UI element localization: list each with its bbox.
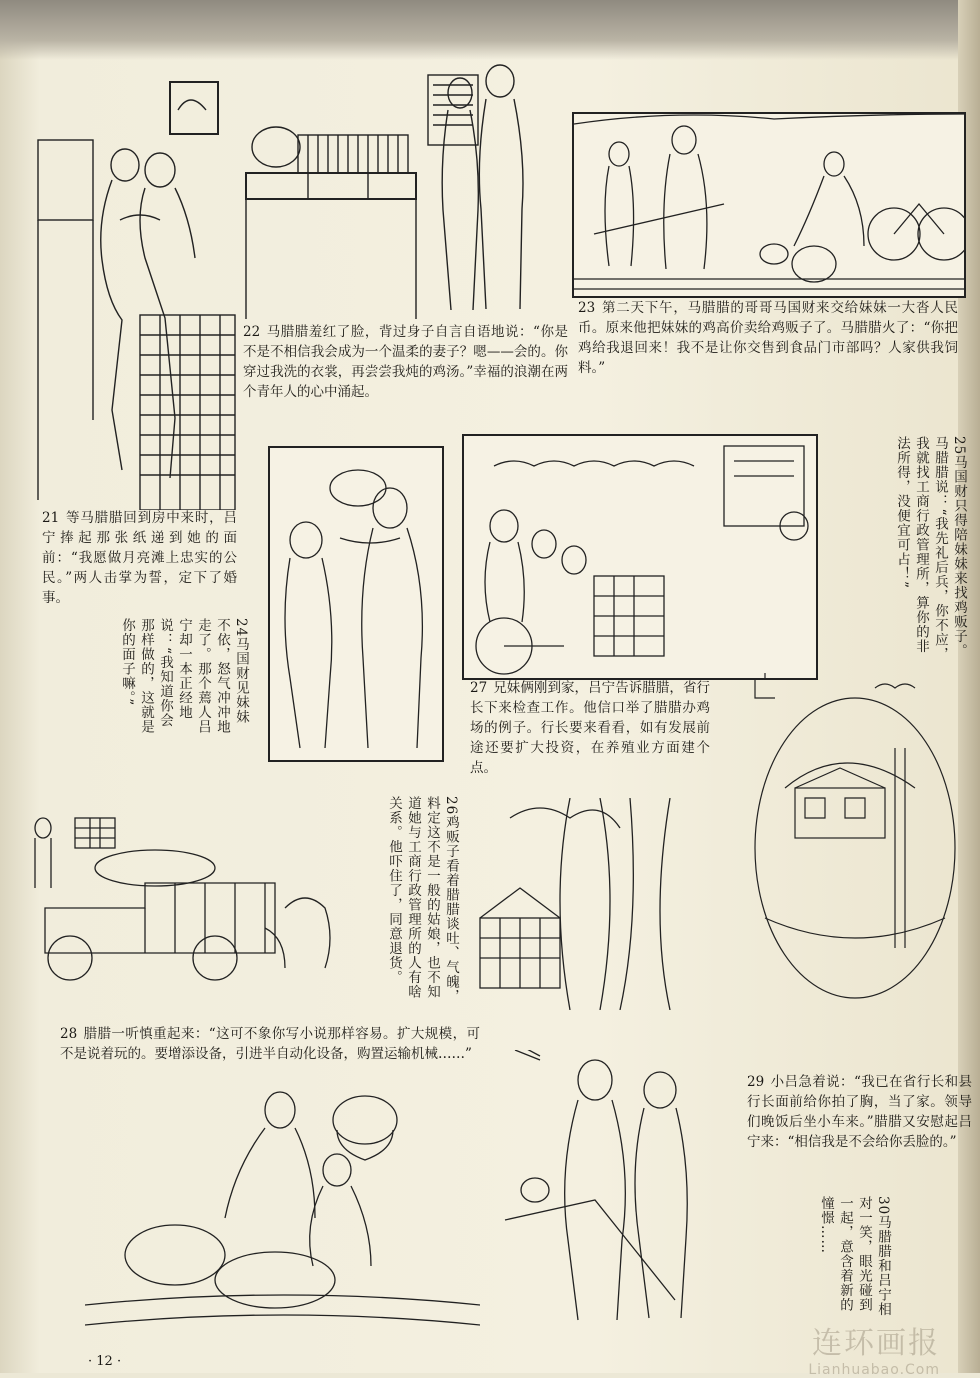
caption-text: 马国财见妹妹不依，怒气冲冲地走了。那个蔫人吕宁却一本正经地说：“我知道你会那样做的，这就是你的面子嘛。” [119, 618, 249, 734]
panel-24-illustration [268, 446, 444, 762]
panel-28-illustration [85, 1080, 480, 1342]
panel-27-illustration [470, 798, 740, 1010]
caption-21 [42, 508, 237, 608]
caption-text: 马腊腊羞红了脸，背过身子自言自语地说：“你是不是不相信我会成为一个温柔的妻子？嗯——会的。你穿过我洗的衣裳，再尝尝我炖的鸡汤。”幸福的浪潮在两个青年人的心中涌起。 [243, 324, 568, 400]
caption-23 [578, 298, 958, 378]
panel-22-illustration [238, 55, 568, 325]
panel-26-illustration [15, 808, 355, 1000]
caption-text: 马国财只得陪妹妹来找鸡贩子。马腊腊说：“我先礼后兵，你不应，我就找工商行政管理所，算你的非法所得，没便宜可占！” [894, 436, 967, 662]
caption-text: 鸡贩子看着腊腊谈吐、气魄，料定这不是一般的姑娘，也不知道她与工商行政管理所的人有啥关系。他吓住了，同意退货。 [386, 796, 459, 1004]
caption-25 [818, 436, 968, 664]
panel-23-illustration [572, 112, 966, 298]
caption-number: 27 [470, 680, 488, 696]
caption-text: 马腊腊和吕宁相对一笑，眼光碰到一起，意含着新的憧憬…… [818, 1196, 891, 1317]
caption-number: 28 [60, 1026, 78, 1042]
caption-number: 29 [747, 1074, 765, 1090]
caption-number: 26 [443, 796, 459, 816]
panel-27-right-illustration [745, 668, 960, 1020]
caption-text: 小吕急着说：“我已在省行长和县行长面前给你拍了胸，当了家。领导们晚饭后坐小车来。”腊腊又安慰起吕宁来：“相信我是不会给你丢脸的。” [747, 1074, 972, 1150]
caption-number: 24 [233, 618, 249, 638]
caption-number: 23 [578, 300, 596, 316]
caption-text: 等马腊腊回到房中来时，吕宁捧起那张纸递到她的面前：“我愿做月亮滩上忠实的公民。”两人击掌为誓，定下了婚事。 [42, 510, 237, 606]
caption-number: 30 [875, 1196, 891, 1216]
caption-26 [360, 796, 460, 1008]
panel-29-illustration [495, 1050, 745, 1340]
caption-text: 第二天下午，马腊腊的哥哥马国财来交给妹妹一大沓人民币。原来他把妹妹的鸡高价卖给鸡贩子了。马腊腊火了：“你把鸡给我退回来！我不是让你交售到食品门市部吗？人家供我饲料。” [578, 300, 958, 376]
caption-number: 22 [243, 324, 261, 340]
caption-28 [60, 1024, 480, 1064]
watermark-cn: 连环画报 [812, 1326, 940, 1361]
caption-22 [243, 322, 568, 402]
panel-25-illustration [462, 434, 818, 680]
panel-21-illustration [20, 70, 245, 510]
caption-30 [762, 1196, 892, 1320]
caption-text: 兄妹俩刚到家，吕宁告诉腊腊，省行长下来检查工作。他信口举了腊腊办鸡场的例子。行长要来看看，如有发展前途还要扩大投资，在养殖业方面建个点。 [470, 680, 710, 776]
caption-number: 25 [951, 436, 967, 456]
page-number: · 12 · [88, 1354, 122, 1369]
caption-text: 腊腊一听慎重起来：“这可不象你写小说那样容易。扩大规模，可不是说着玩的。要增添设备，引进半自动化设备，购置运输机械……” [60, 1026, 480, 1062]
watermark-en: Lianhuabao.Com [808, 1362, 940, 1378]
caption-27 [470, 678, 710, 778]
watermark [808, 1318, 940, 1378]
scan-edge-shadow [0, 0, 980, 60]
caption-24 [90, 618, 250, 738]
caption-number: 21 [42, 510, 60, 526]
caption-29 [747, 1072, 972, 1152]
